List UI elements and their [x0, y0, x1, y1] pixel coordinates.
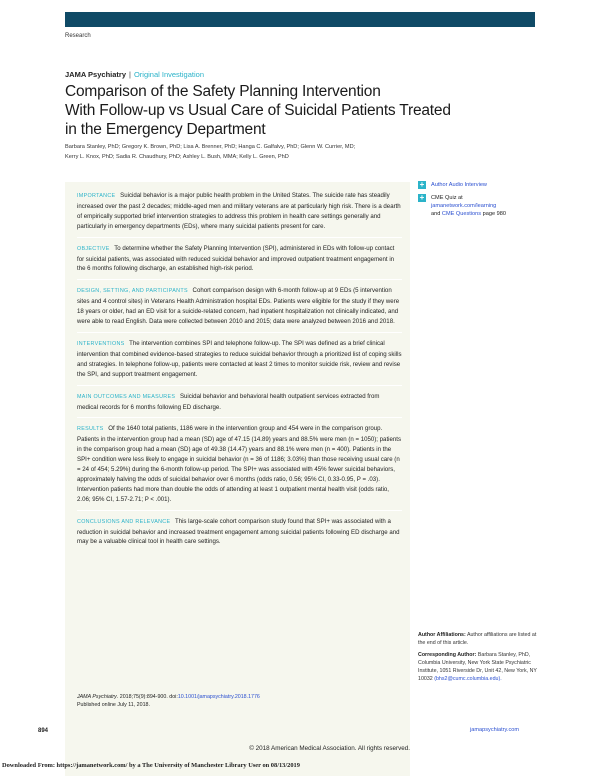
article-title [65, 82, 535, 139]
abstract-heading: INTERVENTIONS [77, 340, 125, 347]
abstract-text: Suicidal behavior is a major public health problem in the United States. The suicide rate has steadily increased over the past 2 decades; middle-aged men and military veterans are at particularly high risk. There is a dearth of empirically supported brief intervention strategies to address this problem in health care settings generally and particularly in emergency departments (EDs), where many suicidal patients present for care. [77, 192, 401, 230]
abstract-results [77, 424, 402, 510]
abstract-objective [77, 244, 402, 281]
citation-journal: JAMA Psychiatry [77, 694, 117, 700]
title-line: Comparison of the Safety Planning Intervention [65, 83, 381, 100]
published-date: Published online July 11, 2018. [77, 702, 150, 708]
author-audio-item[interactable] [418, 181, 548, 189]
plus-icon: + [419, 180, 425, 189]
cme-link[interactable]: jamanetwork.com/learning [431, 203, 497, 209]
abstract-importance [77, 191, 402, 238]
abstract-text: The intervention combines SPI and telephone follow-up. The SPI was defined as a brief clinical intervention that combined evidence-based strategies to reduce suicidal behavior through a prioritized list of coping skills and strategies. In telephone follow-up, patients were contacted at least 2 times to monitor suicide risk, review and revise the SPI, and support treatment engagement. [77, 339, 402, 378]
abstract-text: Suicidal behavior and behavioral health outpatient services extracted from medical records for 6 months following ED discharge. [77, 392, 380, 411]
journal-site-link[interactable]: jamapsychiatry.com [470, 727, 520, 733]
affiliations-label: Author Affiliations: [418, 632, 466, 638]
abstract-text: To determine whether the Safety Planning Intervention (SPI), administered in EDs with follow-up contact for suicidal patients, was associated with reduced suicidal behavior and improved outpatient treatment engagement in the 6 months following discharge, an established high-risk period. [77, 244, 395, 273]
sidebar-links [418, 181, 548, 223]
authors-line: Kerry L. Knox, PhD; Sadia R. Chaudhury, PhD; Ashley L. Bush, MMA; Kelly L. Green, PhD [65, 153, 289, 160]
cme-quiz-item [418, 194, 548, 218]
title-line: in the Emergency Department [65, 121, 266, 138]
journal-name: JAMA Psychiatry [65, 70, 126, 79]
citation-ref: . 2018;75(9):894-900. doi: [116, 694, 178, 700]
citation [77, 693, 402, 709]
plus-icon: + [419, 193, 425, 202]
abstract-interventions [77, 339, 402, 386]
cme-questions-link[interactable]: CME Questions [441, 211, 482, 217]
cme-page: page 980 [482, 211, 506, 217]
abstract-text: This large-scale cohort comparison study found that SPI+ was associated with a reduction in suicidal behavior and increased treatment engagement among suicidal patients following ED discharge and may be a valuable clinical tool in health care settings. [77, 517, 400, 546]
corresponding-author [418, 651, 538, 683]
abstract [77, 191, 402, 558]
abstract-text: Cohort comparison design with 6-month follow-up at 9 EDs (5 intervention sites and 4 control sites) in Veterans Health Administration hospital EDs. Patients were eligible for the study if they were 18 years or older, had an ED visit for a suicide-related concern, had inpatient hospitalization not clinically indicated, and were able to read English. Data were collected between 2010 and 2015; data were analyzed between 2016 and 2018. [77, 287, 400, 326]
abstract-heading: MAIN OUTCOMES AND MEASURES [77, 393, 176, 400]
abstract-conclusions [77, 517, 402, 553]
author-info [418, 631, 538, 687]
cme-and: and [431, 211, 441, 217]
download-notice: Downloaded From: https://jamanetwork.com/ by a The University of Manchester Library User on 08/13/2019 [2, 762, 300, 769]
abstract-heading: IMPORTANCE [77, 193, 116, 199]
page-number: 894 [38, 728, 49, 734]
abstract-heading: CONCLUSIONS AND RELEVANCE [77, 518, 171, 525]
abstract-heading: OBJECTIVE [77, 245, 110, 252]
cme-label: CME Quiz at [431, 195, 463, 201]
abstract-outcomes [77, 392, 402, 419]
journal-line [65, 70, 204, 79]
title-line: With Follow-up vs Usual Care of Suicidal Patients Treated [65, 102, 451, 119]
corresponding-label: Corresponding Author: [418, 652, 477, 658]
author-audio-link[interactable]: Author Audio Interview [431, 182, 487, 188]
doi-link[interactable]: 10.1001/jamapsychiatry.2018.1776 [177, 694, 260, 700]
abstract-heading: RESULTS [77, 426, 104, 433]
corresponding-email[interactable]: (bhs2@cumc.columbia.edu). [434, 676, 502, 682]
authors-line: Barbara Stanley, PhD; Gregory K. Brown, PhD; Lisa A. Brenner, PhD; Hanga C. Galfalvy, PhD; Glenn W. Currier, MD; [65, 144, 356, 150]
abstract-design [77, 286, 402, 333]
copyright: © 2018 American Medical Association. All rights reserved. [249, 745, 410, 752]
abstract-heading: DESIGN, SETTING, AND PARTICIPANTS [77, 288, 188, 295]
author-affiliations [418, 631, 538, 647]
author-list [65, 143, 415, 162]
corresponding-text: Barbara Stanley, PhD, Columbia University, New York State Psychiatric Institute, 1051 Riverside Dr, Unit 42, New York, NY 10032 [418, 652, 537, 682]
affiliations-text: Author affiliations are listed at the end of this article. [418, 632, 537, 646]
section-label: Research [65, 33, 91, 39]
abstract-text: Of the 1640 total patients, 1186 were in the intervention group and 454 were in the comparison group. Patients in the intervention group had a mean (SD) age of 47.15 (14.89) years and 88.5% were men (n = 1050); patients in the comparison group had a mean (SD) age of 49.38 (14.47) years and 88.1% were men (n = 400). Patients in the SPI+ condition were less likely to engage in suicidal behavior (n = 36 of 1186; 3.03%) than those receiving usual care (n = 24 of 454; 5.29%) during the 6-month follow-up period. The SPI+ was associated with 45% fewer suicidal behaviors, approximately halving the odds of suicidal behavior over 6 months (odds ratio, 0.56; 95% CI, 0.33-0.95, P = .03). Intervention patients had more than double the odds of attending at least 1 outpatient mental health visit (odds ratio, 2.06; 95% CI, 1.57-2.71; P < .001). [77, 425, 402, 503]
journal-separator: | [129, 70, 131, 79]
journal-banner [65, 12, 535, 27]
article-type: Original Investigation [133, 70, 204, 79]
